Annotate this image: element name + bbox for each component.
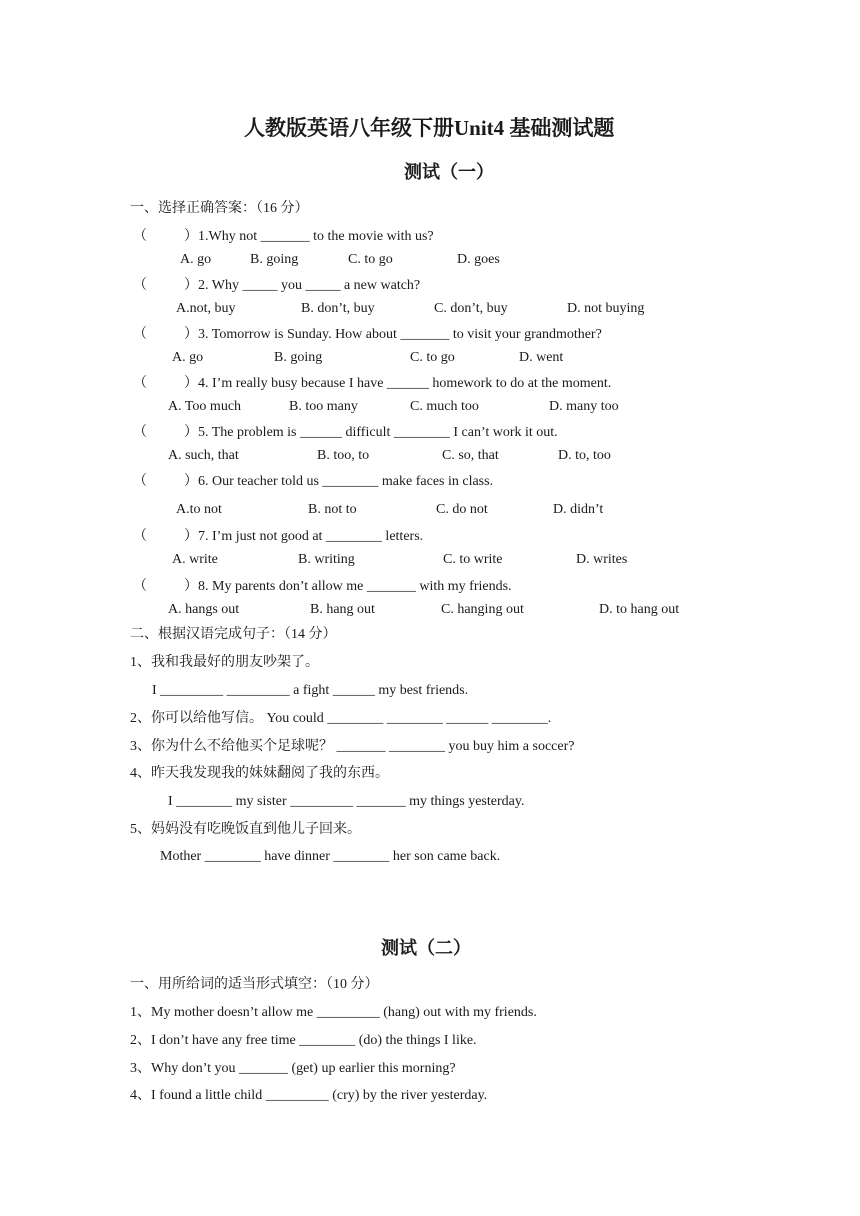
document-title: 人教版英语八年级下册Unit4 基础测试题 bbox=[244, 116, 615, 140]
question-stem: ）7. I’m just not good at ________ letters. bbox=[184, 529, 424, 544]
fill-in-item: 4、I found a little child _________ (cry) by the river yesterday. bbox=[130, 1088, 488, 1103]
option-b: B. too, to bbox=[317, 448, 370, 463]
option-d: D. went bbox=[519, 350, 564, 365]
question-stem: ）6. Our teacher told us ________ make faces in class. bbox=[184, 474, 494, 489]
translation-blank-line: I ________ my sister _________ _______ my things yesterday. bbox=[168, 794, 525, 809]
test-two-heading: 测试（二） bbox=[381, 938, 471, 958]
question-stem: ）4. I’m really busy because I have ______ homework to do at the moment. bbox=[184, 376, 612, 391]
question-stem: ）2. Why _____ you _____ a new watch? bbox=[184, 278, 421, 293]
option-d: D. many too bbox=[549, 399, 619, 414]
answer-bracket: （ bbox=[133, 425, 147, 440]
answer-bracket: （ bbox=[133, 229, 147, 244]
answer-bracket: （ bbox=[133, 579, 147, 594]
answer-bracket: （ bbox=[133, 278, 147, 293]
option-b: B. going bbox=[250, 252, 299, 267]
test-one-heading: 测试（一） bbox=[404, 162, 494, 182]
option-c: C. don’t, buy bbox=[434, 301, 508, 316]
option-c: C. much too bbox=[410, 399, 479, 414]
question-stem: ）1.Why not _______ to the movie with us? bbox=[184, 229, 434, 244]
option-b: B. too many bbox=[289, 399, 358, 414]
question-stem: ）3. Tomorrow is Sunday. How about _______ to visit your grandmother? bbox=[184, 327, 602, 342]
option-c: C. do not bbox=[436, 502, 488, 517]
translation-item: 2、你可以给他写信。 You could ________ ________ ______ ________. bbox=[130, 711, 552, 726]
translation-blank-line: Mother ________ have dinner ________ her son came back. bbox=[160, 849, 501, 864]
option-d: D. to, too bbox=[558, 448, 611, 463]
option-d: D. to hang out bbox=[599, 602, 680, 617]
translation-item: 5、妈妈没有吃晚饭直到他儿子回来。 bbox=[130, 822, 361, 837]
option-a: A. Too much bbox=[168, 399, 242, 414]
option-b: B. hang out bbox=[310, 602, 375, 617]
option-b: B. not to bbox=[308, 502, 357, 517]
answer-bracket: （ bbox=[133, 327, 147, 342]
answer-bracket: （ bbox=[133, 529, 147, 544]
answer-bracket: （ bbox=[133, 376, 147, 391]
fill-in-item: 1、My mother doesn’t allow me _________ (hang) out with my friends. bbox=[130, 1005, 537, 1020]
option-c: C. so, that bbox=[442, 448, 499, 463]
option-a: A. hangs out bbox=[168, 602, 240, 617]
option-d: D. goes bbox=[457, 252, 500, 267]
translation-item: 3、你为什么不给他买个足球呢？ _______ ________ you buy him a soccer? bbox=[130, 739, 575, 754]
option-b: B. don’t, buy bbox=[301, 301, 375, 316]
translation-item: 1、我和我最好的朋友吵架了。 bbox=[130, 655, 319, 670]
question-stem: ）8. My parents don’t allow me _______ with my friends. bbox=[184, 579, 512, 594]
option-c: C. to go bbox=[348, 252, 393, 267]
option-b: B. going bbox=[274, 350, 323, 365]
option-c: C. to go bbox=[410, 350, 455, 365]
section-one-heading: 一、选择正确答案：（16 分） bbox=[130, 201, 309, 216]
question-stem: ）5. The problem is ______ difficult ________ I can’t work it out. bbox=[184, 425, 558, 440]
option-c: C. hanging out bbox=[441, 602, 524, 617]
answer-bracket: （ bbox=[133, 474, 147, 489]
option-d: D. writes bbox=[576, 552, 628, 567]
translation-blank-line: I _________ _________ a fight ______ my best friends. bbox=[152, 683, 469, 698]
option-b: B. writing bbox=[298, 552, 355, 567]
option-d: D. not buying bbox=[567, 301, 645, 316]
option-a: A. go bbox=[180, 252, 212, 267]
option-a: A. go bbox=[172, 350, 204, 365]
section-two-heading: 二、根据汉语完成句子：（14 分） bbox=[130, 627, 337, 642]
translation-item: 4、昨天我发现我的妹妹翻阅了我的东西。 bbox=[130, 766, 389, 781]
fill-in-item: 2、I don’t have any free time ________ (do) the things I like. bbox=[130, 1033, 477, 1048]
test-two-section-one-heading: 一、用所给词的适当形式填空：（10 分） bbox=[130, 977, 379, 992]
option-a: A.to not bbox=[176, 502, 222, 517]
option-a: A. such, that bbox=[168, 448, 239, 463]
option-a: A.not, buy bbox=[176, 301, 236, 316]
option-d: D. didn’t bbox=[553, 502, 604, 517]
option-c: C. to write bbox=[443, 552, 503, 567]
fill-in-item: 3、Why don’t you _______ (get) up earlier this morning? bbox=[130, 1061, 456, 1076]
option-a: A. write bbox=[172, 552, 218, 567]
